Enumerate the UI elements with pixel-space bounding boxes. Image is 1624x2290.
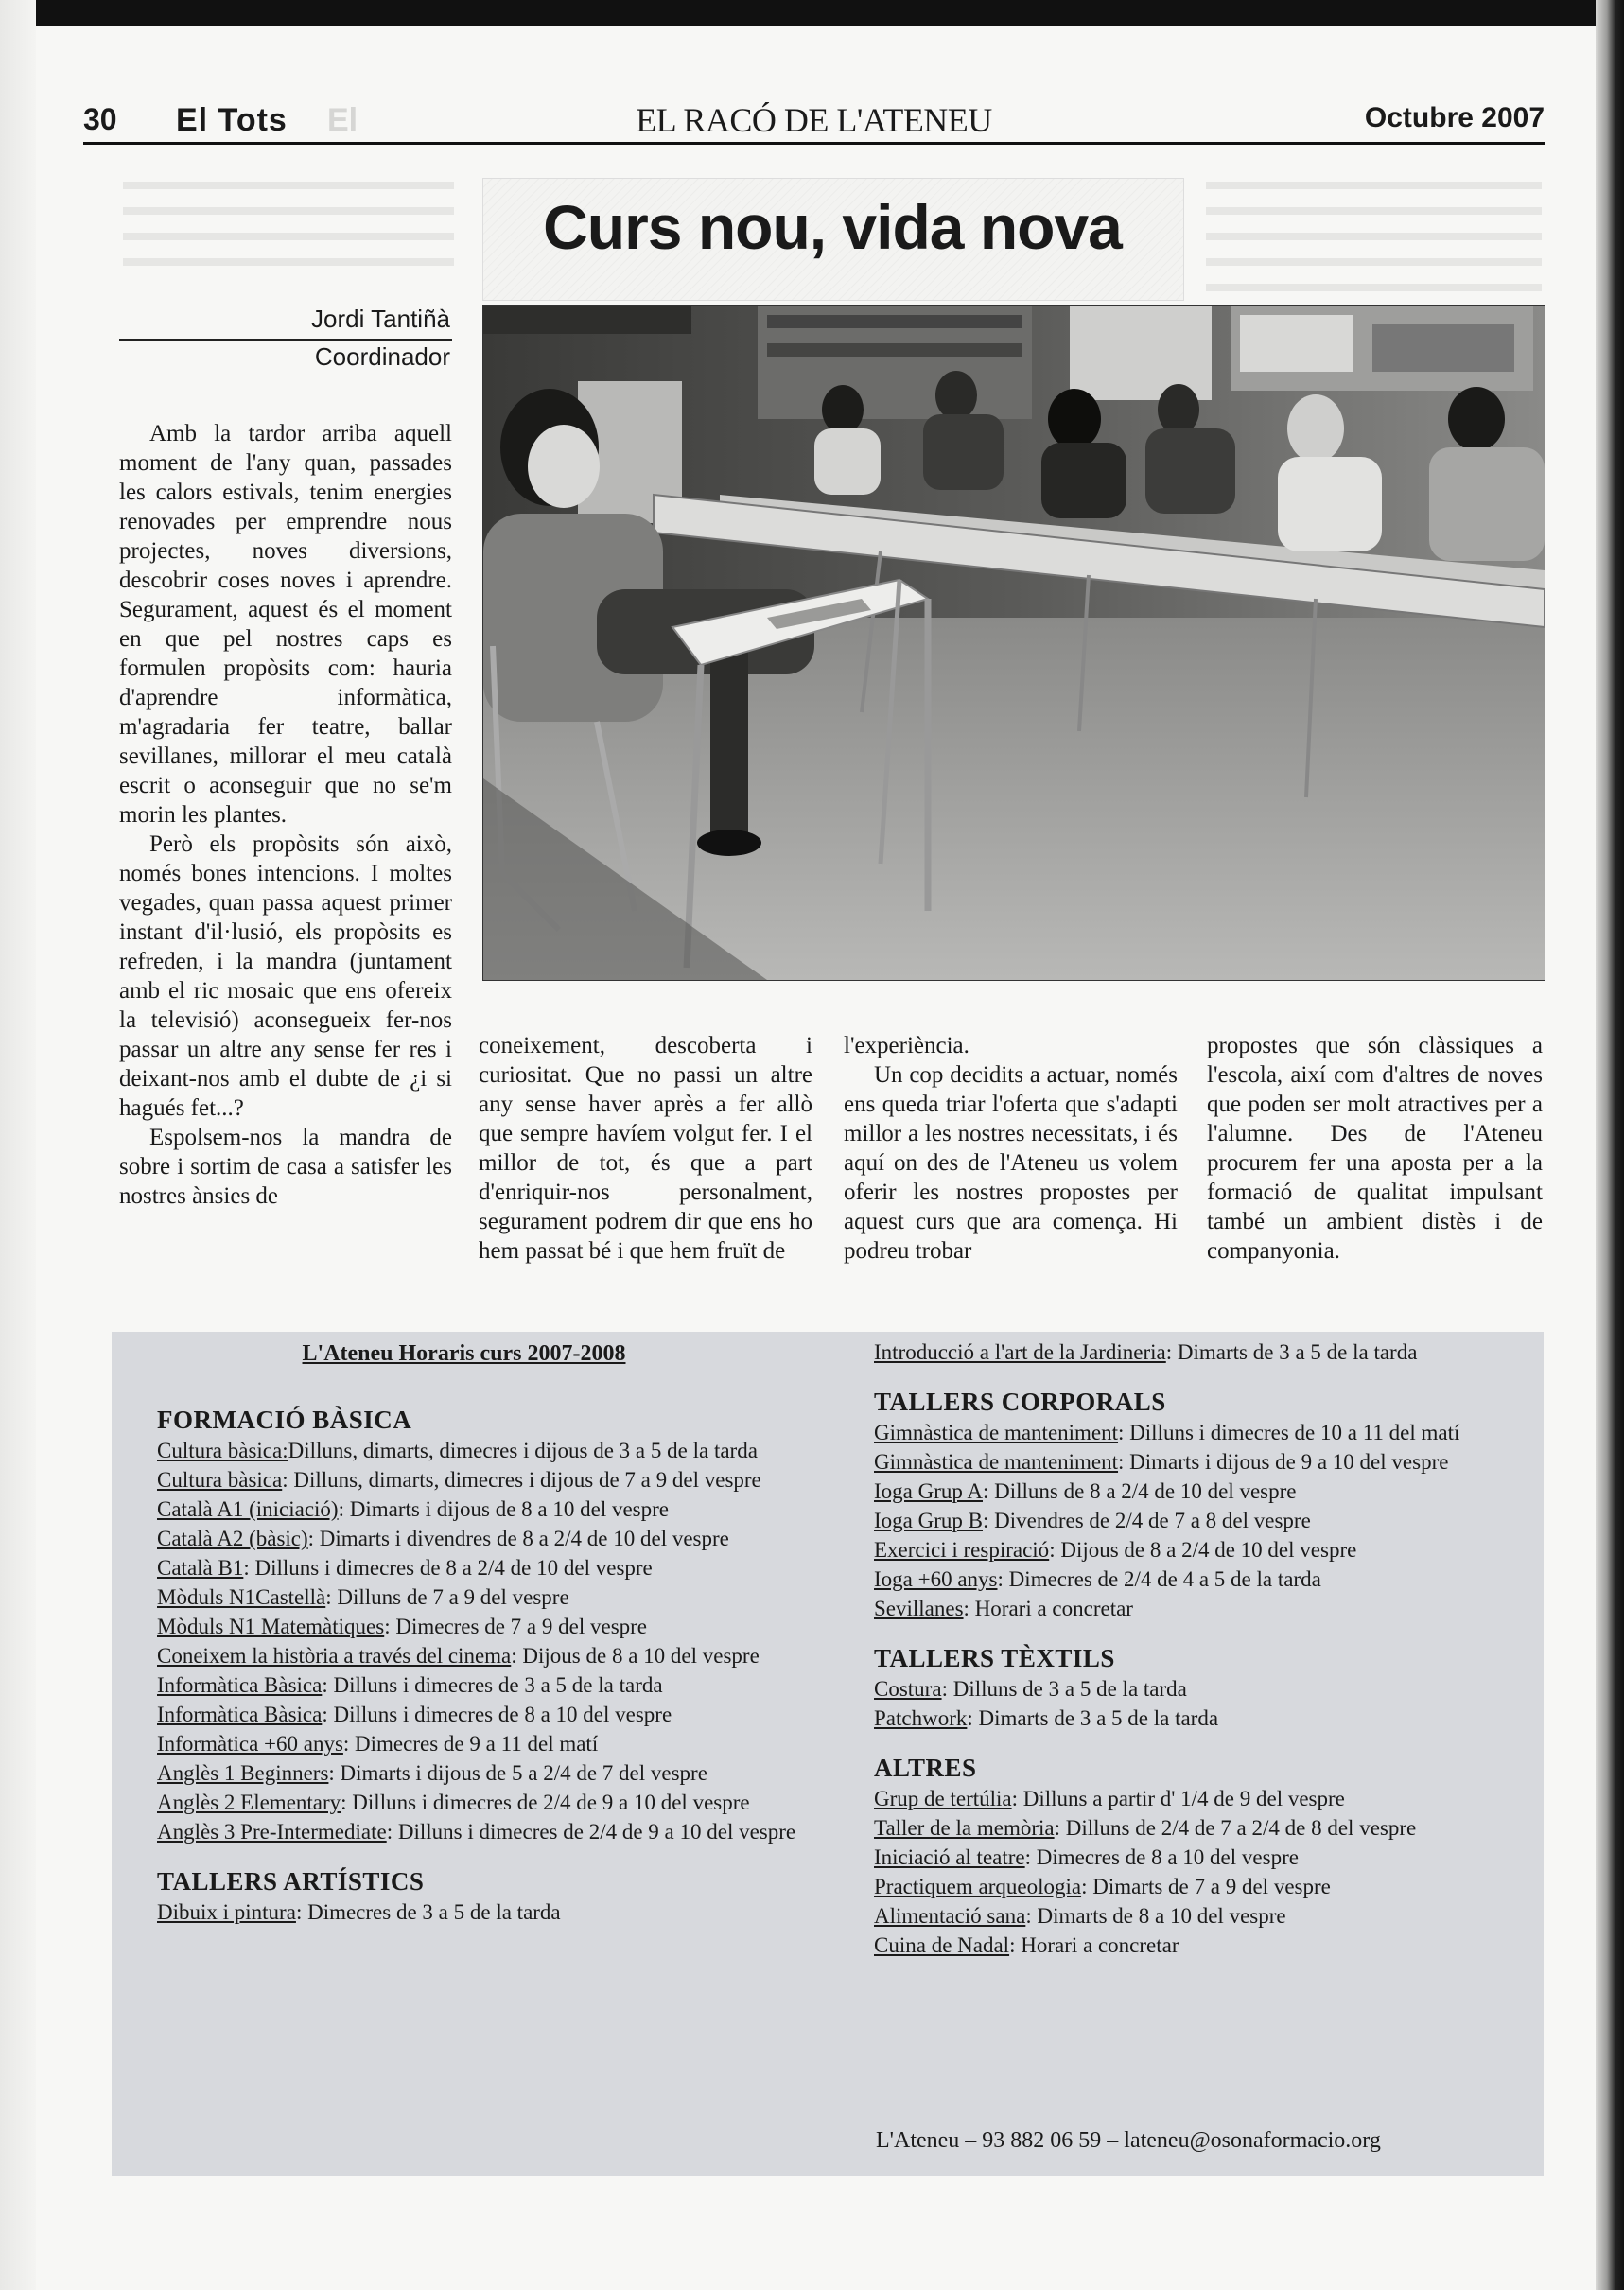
schedule-section-heading: FORMACIÓ BÀSICA [157, 1406, 412, 1434]
schedule-item [874, 1784, 1517, 1813]
course-name: Cultura bàsica [157, 1468, 283, 1492]
course-time: : Divendres de 2/4 de 7 a 8 del vespre [982, 1509, 1311, 1532]
course-name: Taller de la memòria [874, 1816, 1055, 1840]
section-spacer [874, 1623, 1517, 1642]
course-time: : Dimarts de 3 a 5 de la tarda [967, 1706, 1219, 1730]
schedule-item [874, 1447, 1517, 1477]
course-time: : Dilluns de 3 a 5 de la tarda [941, 1677, 1187, 1701]
section-spacer [874, 1733, 1517, 1752]
schedule-section-heading: TALLERS TÈXTILS [874, 1644, 1115, 1672]
article-paragraph: Amb la tardor arriba aquell moment de l'any quan, passades les calors estivals, tenim energies renovades per emprendre nous projectes, noves diversions, descobrir coses noves i aprendre. Segurament, aquest és el moment en que pel nostres caps es formulen propòsits com: hauria d'aprendre informàtica, m'agradaria fer teatre, ballar sevillanes, millorar el meu català escrit o aconseguir que no se'm morin les plantes. [119, 421, 452, 828]
course-name: Anglès 2 Elementary [157, 1791, 341, 1814]
schedule-item [157, 1436, 819, 1465]
schedule-item [157, 1817, 819, 1846]
course-name: Coneixem la història a través del cinema [157, 1644, 512, 1668]
section-ghost: El [327, 102, 358, 138]
article-paragraph: propostes que són clàssiques a l'escola, així com d'altres de noves que poden ser molt atractives per a l'alumne. Des de l'Ateneu procurem fer una aposta per a la formació de qualitat impulsant també un ambient distès i de companyonia. [1207, 1033, 1543, 1264]
schedule-item [157, 1553, 819, 1582]
course-name: Informàtica Bàsica [157, 1673, 323, 1697]
course-name: Iniciació al teatre [874, 1845, 1025, 1869]
course-name: Català A2 (bàsic) [157, 1527, 308, 1550]
author-role: Coordinador [314, 342, 450, 371]
issue-date: Octubre 2007 [1364, 102, 1545, 133]
schedule-item [157, 1897, 819, 1927]
schedule-item [157, 1612, 819, 1641]
schedule-item [874, 1901, 1517, 1931]
course-name: Alimentació sana [874, 1904, 1026, 1928]
classroom-photo-illustration [483, 306, 1545, 980]
course-time: : Dijous de 8 a 10 del vespre [511, 1644, 760, 1668]
course-time: : Dilluns de 7 a 9 del vespre [325, 1585, 569, 1609]
page-header [83, 74, 1545, 144]
schedule-title: L'Ateneu Horaris curs 2007-2008 [302, 1341, 626, 1366]
schedule-item [874, 1477, 1517, 1506]
byline-rule [119, 339, 452, 341]
schedule-item [874, 1931, 1517, 1960]
course-name: Català B1 [157, 1556, 244, 1580]
course-name: Anglès 1 Beginners [157, 1761, 329, 1785]
schedule-right-column [874, 1337, 1517, 1960]
schedule-item [874, 1565, 1517, 1594]
schedule-item [157, 1758, 819, 1788]
course-time: : Dimarts i divendres de 8 a 2/4 de 10 del vespre [307, 1527, 729, 1550]
course-time: : Dimecres de 3 a 5 de la tarda [295, 1900, 561, 1924]
course-time: : Dilluns i dimecres de 2/4 de 9 a 10 del vespre [341, 1791, 750, 1814]
schedule-section-heading: ALTRES [874, 1754, 977, 1782]
article-paragraph: l'experiència. [844, 1033, 969, 1058]
section-spacer [874, 1367, 1517, 1386]
schedule-item [157, 1641, 819, 1670]
schedule-item [874, 1872, 1517, 1901]
course-name: Ioga Grup B [874, 1509, 983, 1532]
schedule-item [874, 1337, 1517, 1367]
schedule-item [157, 1700, 819, 1729]
course-time: : Dimarts i dijous de 9 a 10 del vespre [1118, 1450, 1449, 1474]
course-name: Patchwork [874, 1706, 968, 1730]
course-time: : Dijous de 8 a 2/4 de 10 del vespre [1049, 1538, 1357, 1562]
course-name: Introducció a l'art de la Jardineria [874, 1340, 1166, 1364]
scan-border-top [0, 0, 1624, 26]
course-name: Practiquem arqueologia [874, 1875, 1082, 1898]
schedule-item [874, 1418, 1517, 1447]
schedule-item [157, 1670, 819, 1700]
article-column-2 [479, 1031, 812, 1266]
course-time: : Dilluns i dimecres de 2/4 de 9 a 10 del vespre [386, 1820, 796, 1844]
schedule-item [874, 1506, 1517, 1535]
course-name: Català A1 (iniciació) [157, 1497, 339, 1521]
schedule-left-column [157, 1404, 819, 1927]
course-name: Mòduls N1Castellà [157, 1585, 326, 1609]
article-paragraph: Espolsem-nos la mandra de sobre i sortim de casa a satisfer les nostres ànsies de [119, 1125, 452, 1209]
course-name: Gimnàstica de manteniment [874, 1450, 1119, 1474]
schedule-item [157, 1729, 819, 1758]
schedule-item [874, 1594, 1517, 1623]
article-column-4 [1207, 1031, 1543, 1266]
course-time: : Dimarts i dijous de 5 a 2/4 de 7 del vespre [328, 1761, 707, 1785]
article-paragraph: Un cop decidits a actuar, només ens queda triar l'oferta que s'adapti millor a les nostres necessitats, i és aquí on des de l'Ateneu us volem oferir les nostres propostes per aquest curs que ara comença. Hi podreu trobar [844, 1062, 1178, 1264]
course-name: Sevillanes [874, 1597, 964, 1620]
course-time: : Dimecres de 8 a 10 del vespre [1024, 1845, 1299, 1869]
schedule-item [157, 1788, 819, 1817]
course-name: Grup de tertúlia [874, 1787, 1012, 1810]
course-name: Dibuix i pintura [157, 1900, 296, 1924]
course-name: Anglès 3 Pre-Intermediate [157, 1820, 387, 1844]
article-paragraph: coneixement, descoberta i curiositat. Que no passi un altre any sense haver après a fer allò que sempre havíem volgut fer. I el millor de tot, és que a part d'enriquir-nos personalment, segurament podrem dir que ens ho hem passat bé i que hem fruït de [479, 1033, 812, 1264]
course-time: : Dilluns i dimecres de 10 a 11 del matí [1118, 1421, 1460, 1444]
course-name: Informàtica +60 anys [157, 1732, 343, 1756]
schedule-item [874, 1813, 1517, 1843]
show-through-left [123, 170, 454, 284]
schedule-section-heading: TALLERS CORPORALS [874, 1388, 1166, 1416]
article-column-3 [844, 1031, 1178, 1266]
course-time: : Dilluns a partir d' 1/4 de 9 del vespre [1011, 1787, 1345, 1810]
course-time: : Dimecres de 9 a 11 del matí [342, 1732, 599, 1756]
course-time: : Dimecres de 7 a 9 del vespre [384, 1615, 648, 1638]
course-name: Mòduls N1 Matemàtiques [157, 1615, 385, 1638]
course-time: : Dimarts i dijous de 8 a 10 del vespre [338, 1497, 669, 1521]
course-time: : Horari a concretar [1009, 1933, 1179, 1957]
section-name: El Tots [176, 102, 288, 138]
course-name: Exercici i respiració [874, 1538, 1050, 1562]
contact-line: L'Ateneu – 93 882 06 59 – lateneu@osonaformacio.org [876, 2128, 1381, 2153]
course-time: : Dilluns, dimarts, dimecres i dijous de 7 a 9 del vespre [282, 1468, 761, 1492]
course-time: : Dilluns i dimecres de 8 a 10 del vespre [322, 1703, 672, 1726]
magazine-name: EL RACÓ DE L'ATENEU [636, 101, 992, 139]
course-name: Cultura bàsica: [157, 1439, 288, 1462]
course-name: Informàtica Bàsica [157, 1703, 323, 1726]
course-name: Gimnàstica de manteniment [874, 1421, 1119, 1444]
article-title: Curs nou, vida nova [543, 192, 1122, 262]
page-number: 30 [83, 102, 117, 136]
author-name: Jordi Tantiñà [311, 305, 450, 333]
course-time: Dilluns, dimarts, dimecres i dijous de 3 a 5 de la tarda [288, 1439, 758, 1462]
schedule-section-heading: TALLERS ARTÍSTICS [157, 1867, 425, 1896]
schedule-item [157, 1582, 819, 1612]
article-paragraph: Però els propòsits són això, només bones intencions. I moltes vegades, quan passa aquest primer instant d'il·lusió, els propòsits es refreden, i la mandra (juntament amb el ric mosaic que ens ofereix la televisió) aconsegueix fer-nos passar un altre any sense fer res i deixant-nos amb el dubte de ¿i si hagués fet...? [119, 831, 452, 1121]
course-name: Ioga +60 anys [874, 1567, 998, 1591]
course-time: : Dilluns de 2/4 de 7 a 2/4 de 8 del vespre [1054, 1816, 1417, 1840]
course-time: : Dilluns i dimecres de 3 a 5 de la tarda [322, 1673, 663, 1697]
scan-border-left [0, 0, 36, 2290]
schedule-box [112, 1332, 1544, 2176]
course-time: : Dimarts de 3 a 5 de la tarda [1165, 1340, 1418, 1364]
course-time: : Horari a concretar [963, 1597, 1133, 1620]
show-through-right [1206, 170, 1542, 293]
course-time: : Dimarts de 7 a 9 del vespre [1081, 1875, 1331, 1898]
course-name: Costura [874, 1677, 942, 1701]
article-column-1 [119, 419, 452, 1211]
section-spacer [157, 1846, 819, 1865]
schedule-item [874, 1843, 1517, 1872]
course-name: Cuina de Nadal [874, 1933, 1010, 1957]
header-rule [83, 142, 1545, 145]
course-time: : Dimarts de 8 a 10 del vespre [1025, 1904, 1286, 1928]
course-time: : Dimecres de 2/4 de 4 a 5 de la tarda [997, 1567, 1321, 1591]
schedule-item [157, 1524, 819, 1553]
course-name: Ioga Grup A [874, 1479, 983, 1503]
schedule-item [157, 1495, 819, 1524]
schedule-item [157, 1465, 819, 1495]
schedule-item [874, 1704, 1517, 1733]
schedule-item [874, 1535, 1517, 1565]
course-time: : Dilluns de 8 a 2/4 de 10 del vespre [982, 1479, 1297, 1503]
scan-border-right [1596, 0, 1624, 2290]
course-time: : Dilluns i dimecres de 8 a 2/4 de 10 del vespre [243, 1556, 653, 1580]
schedule-item [874, 1674, 1517, 1704]
classroom-photo [482, 305, 1545, 981]
